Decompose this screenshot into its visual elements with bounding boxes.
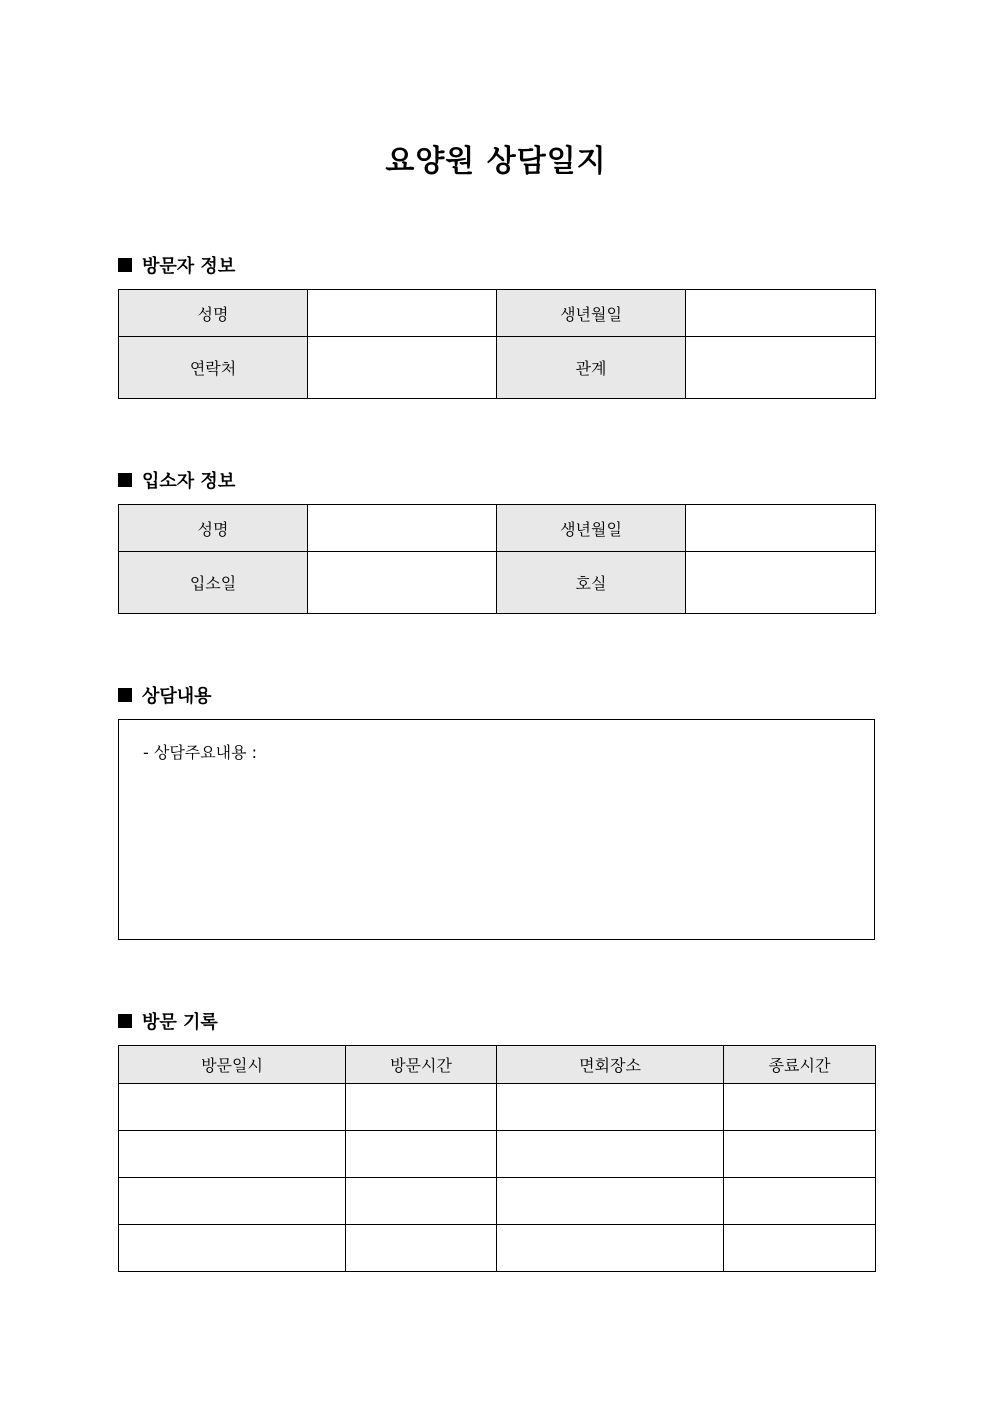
column-header-meeting-place: 면회장소 [497,1046,724,1084]
end-time-cell[interactable] [724,1178,876,1225]
square-bullet-icon [118,473,132,487]
end-time-cell[interactable] [724,1084,876,1131]
resident-info-table [118,504,876,614]
visit-date-cell[interactable] [119,1225,346,1272]
resident-admission-field[interactable] [308,552,497,614]
resident-name-label: 성명 [119,505,308,552]
consultation-memo-box[interactable] [118,719,875,940]
resident-name-field[interactable] [308,505,497,552]
end-time-cell[interactable] [724,1225,876,1272]
visitor-birth-label: 생년월일 [497,290,686,337]
resident-room-field[interactable] [686,552,876,614]
consultation-heading-label: 상담내용 [142,686,212,707]
visitor-contact-label: 연락처 [119,337,308,399]
visitor-info-table [118,289,876,399]
table-row [119,1084,876,1131]
visitor-info-heading-label: 방문자 정보 [142,256,236,277]
visit-time-cell[interactable] [346,1084,497,1131]
consultation-main-content-label: - 상담주요내용 : [143,743,258,762]
document-title: 요양원 상담일지 [385,144,607,179]
resident-room-label: 호실 [497,552,686,614]
meeting-place-cell[interactable] [497,1178,724,1225]
table-row [119,1178,876,1225]
meeting-place-cell[interactable] [497,1225,724,1272]
square-bullet-icon [118,258,132,272]
visit-time-cell[interactable] [346,1131,497,1178]
visit-time-cell[interactable] [346,1178,497,1225]
visit-log-header-row [119,1046,876,1084]
visitor-contact-field[interactable] [308,337,497,399]
visitor-relation-label: 관계 [497,337,686,399]
resident-admission-label: 입소일 [119,552,308,614]
resident-birth-field[interactable] [686,505,876,552]
end-time-cell[interactable] [724,1131,876,1178]
visit-log-heading [118,1009,218,1033]
visit-log-table [118,1045,876,1272]
visit-time-cell[interactable] [346,1225,497,1272]
table-row [119,1131,876,1178]
column-header-visit-time: 방문시간 [346,1046,497,1084]
visitor-name-label: 성명 [119,290,308,337]
meeting-place-cell[interactable] [497,1131,724,1178]
consultation-heading [118,683,212,707]
visitor-birth-field[interactable] [686,290,876,337]
square-bullet-icon [118,688,132,702]
resident-birth-label: 생년월일 [497,505,686,552]
resident-info-heading-label: 입소자 정보 [142,471,236,492]
column-header-visit-date: 방문일시 [119,1046,346,1084]
visit-date-cell[interactable] [119,1084,346,1131]
resident-info-heading [118,468,235,492]
visit-date-cell[interactable] [119,1131,346,1178]
visit-date-cell[interactable] [119,1178,346,1225]
visit-log-heading-label: 방문 기록 [142,1012,218,1033]
meeting-place-cell[interactable] [497,1084,724,1131]
visitor-relation-field[interactable] [686,337,876,399]
table-row [119,1225,876,1272]
column-header-end-time: 종료시간 [724,1046,876,1084]
square-bullet-icon [118,1014,132,1028]
visitor-name-field[interactable] [308,290,497,337]
visitor-info-heading [118,253,235,277]
